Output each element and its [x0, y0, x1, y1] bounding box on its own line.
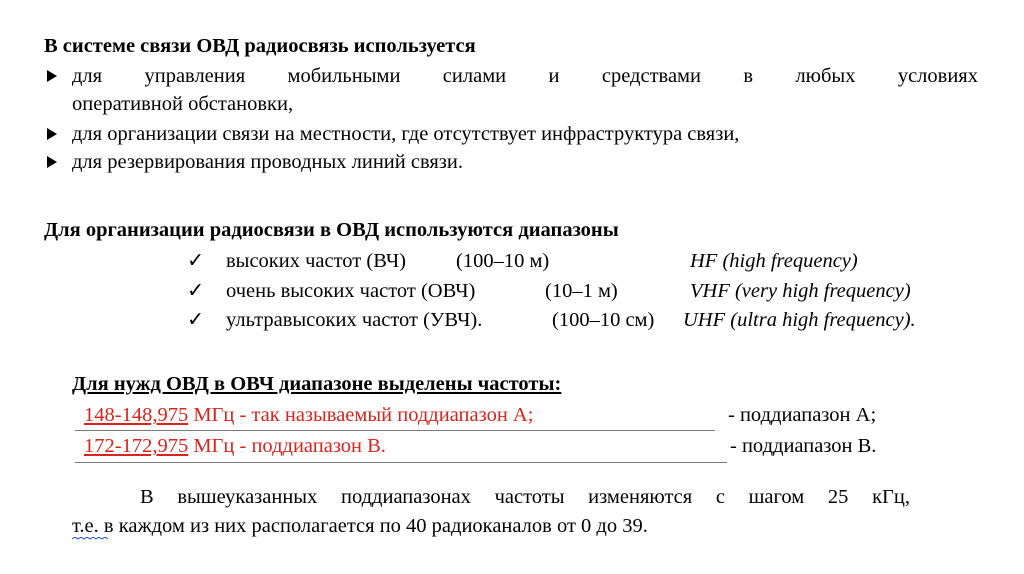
paragraph-rest: в каждом из них располагается по 40 радиоканалов от 0 до 39.	[98, 515, 648, 537]
bullet-arrow-icon	[47, 156, 57, 168]
band-english: HF (high frequency)	[690, 250, 858, 272]
section1-heading: В системе связи ОВД радиосвязь используется	[44, 35, 476, 57]
section2-heading: Для организации радиосвязи в ОВД используются диапазоны	[44, 219, 619, 241]
subband-b-line	[84, 433, 386, 459]
band-name: очень высоких частот (ОВЧ)	[226, 280, 476, 302]
bullet-item: для резервирования проводных линий связи.	[72, 151, 464, 173]
check-icon: ✓	[187, 309, 205, 331]
bullet-item: для управления мобильными силами и средствами в любых условиях	[72, 65, 978, 87]
band-range: (100–10 см)	[552, 309, 655, 331]
check-icon: ✓	[187, 250, 205, 272]
fill-line	[75, 430, 715, 431]
band-english: UHF (ultra high frequency).	[683, 309, 916, 331]
subband-a-label: - поддиапазон А;	[728, 404, 877, 426]
subband-b-text: МГц - поддиапазон В.	[188, 435, 386, 457]
subband-b-freq: 172-172,975	[84, 435, 189, 457]
fill-line	[75, 462, 727, 463]
band-range: (10–1 м)	[545, 280, 618, 302]
bullet-arrow-icon	[47, 128, 57, 140]
paragraph-line: В вышеуказанных поддиапазонах частоты изменяются с шагом 25 кГц,	[140, 486, 910, 508]
subband-a-text: МГц - так называемый поддиапазон А;	[188, 404, 534, 426]
bullet-item-continuation: оперативной обстановки,	[72, 93, 294, 115]
subband-b-label: - поддиапазон В.	[730, 435, 877, 457]
subband-a-line	[84, 402, 533, 428]
subband-a-freq: 148-148,975	[84, 404, 189, 426]
section3-heading: Для нужд ОВД в ОВЧ диапазоне выделены частоты:	[72, 373, 562, 395]
check-icon: ✓	[187, 280, 205, 302]
band-name: ультравысоких частот (УВЧ).	[226, 309, 483, 331]
bullet-item: для организации связи на местности, где отсутствует инфраструктура связи,	[72, 123, 740, 145]
spellcheck-underline	[72, 537, 108, 540]
bullet-arrow-icon	[47, 70, 57, 82]
band-name: высоких частот (ВЧ)	[226, 250, 406, 272]
paragraph-line	[72, 513, 648, 539]
abbr-te: т.е.	[72, 515, 99, 537]
band-english: VHF (very high frequency)	[690, 280, 911, 302]
band-range: (100–10 м)	[456, 250, 550, 272]
